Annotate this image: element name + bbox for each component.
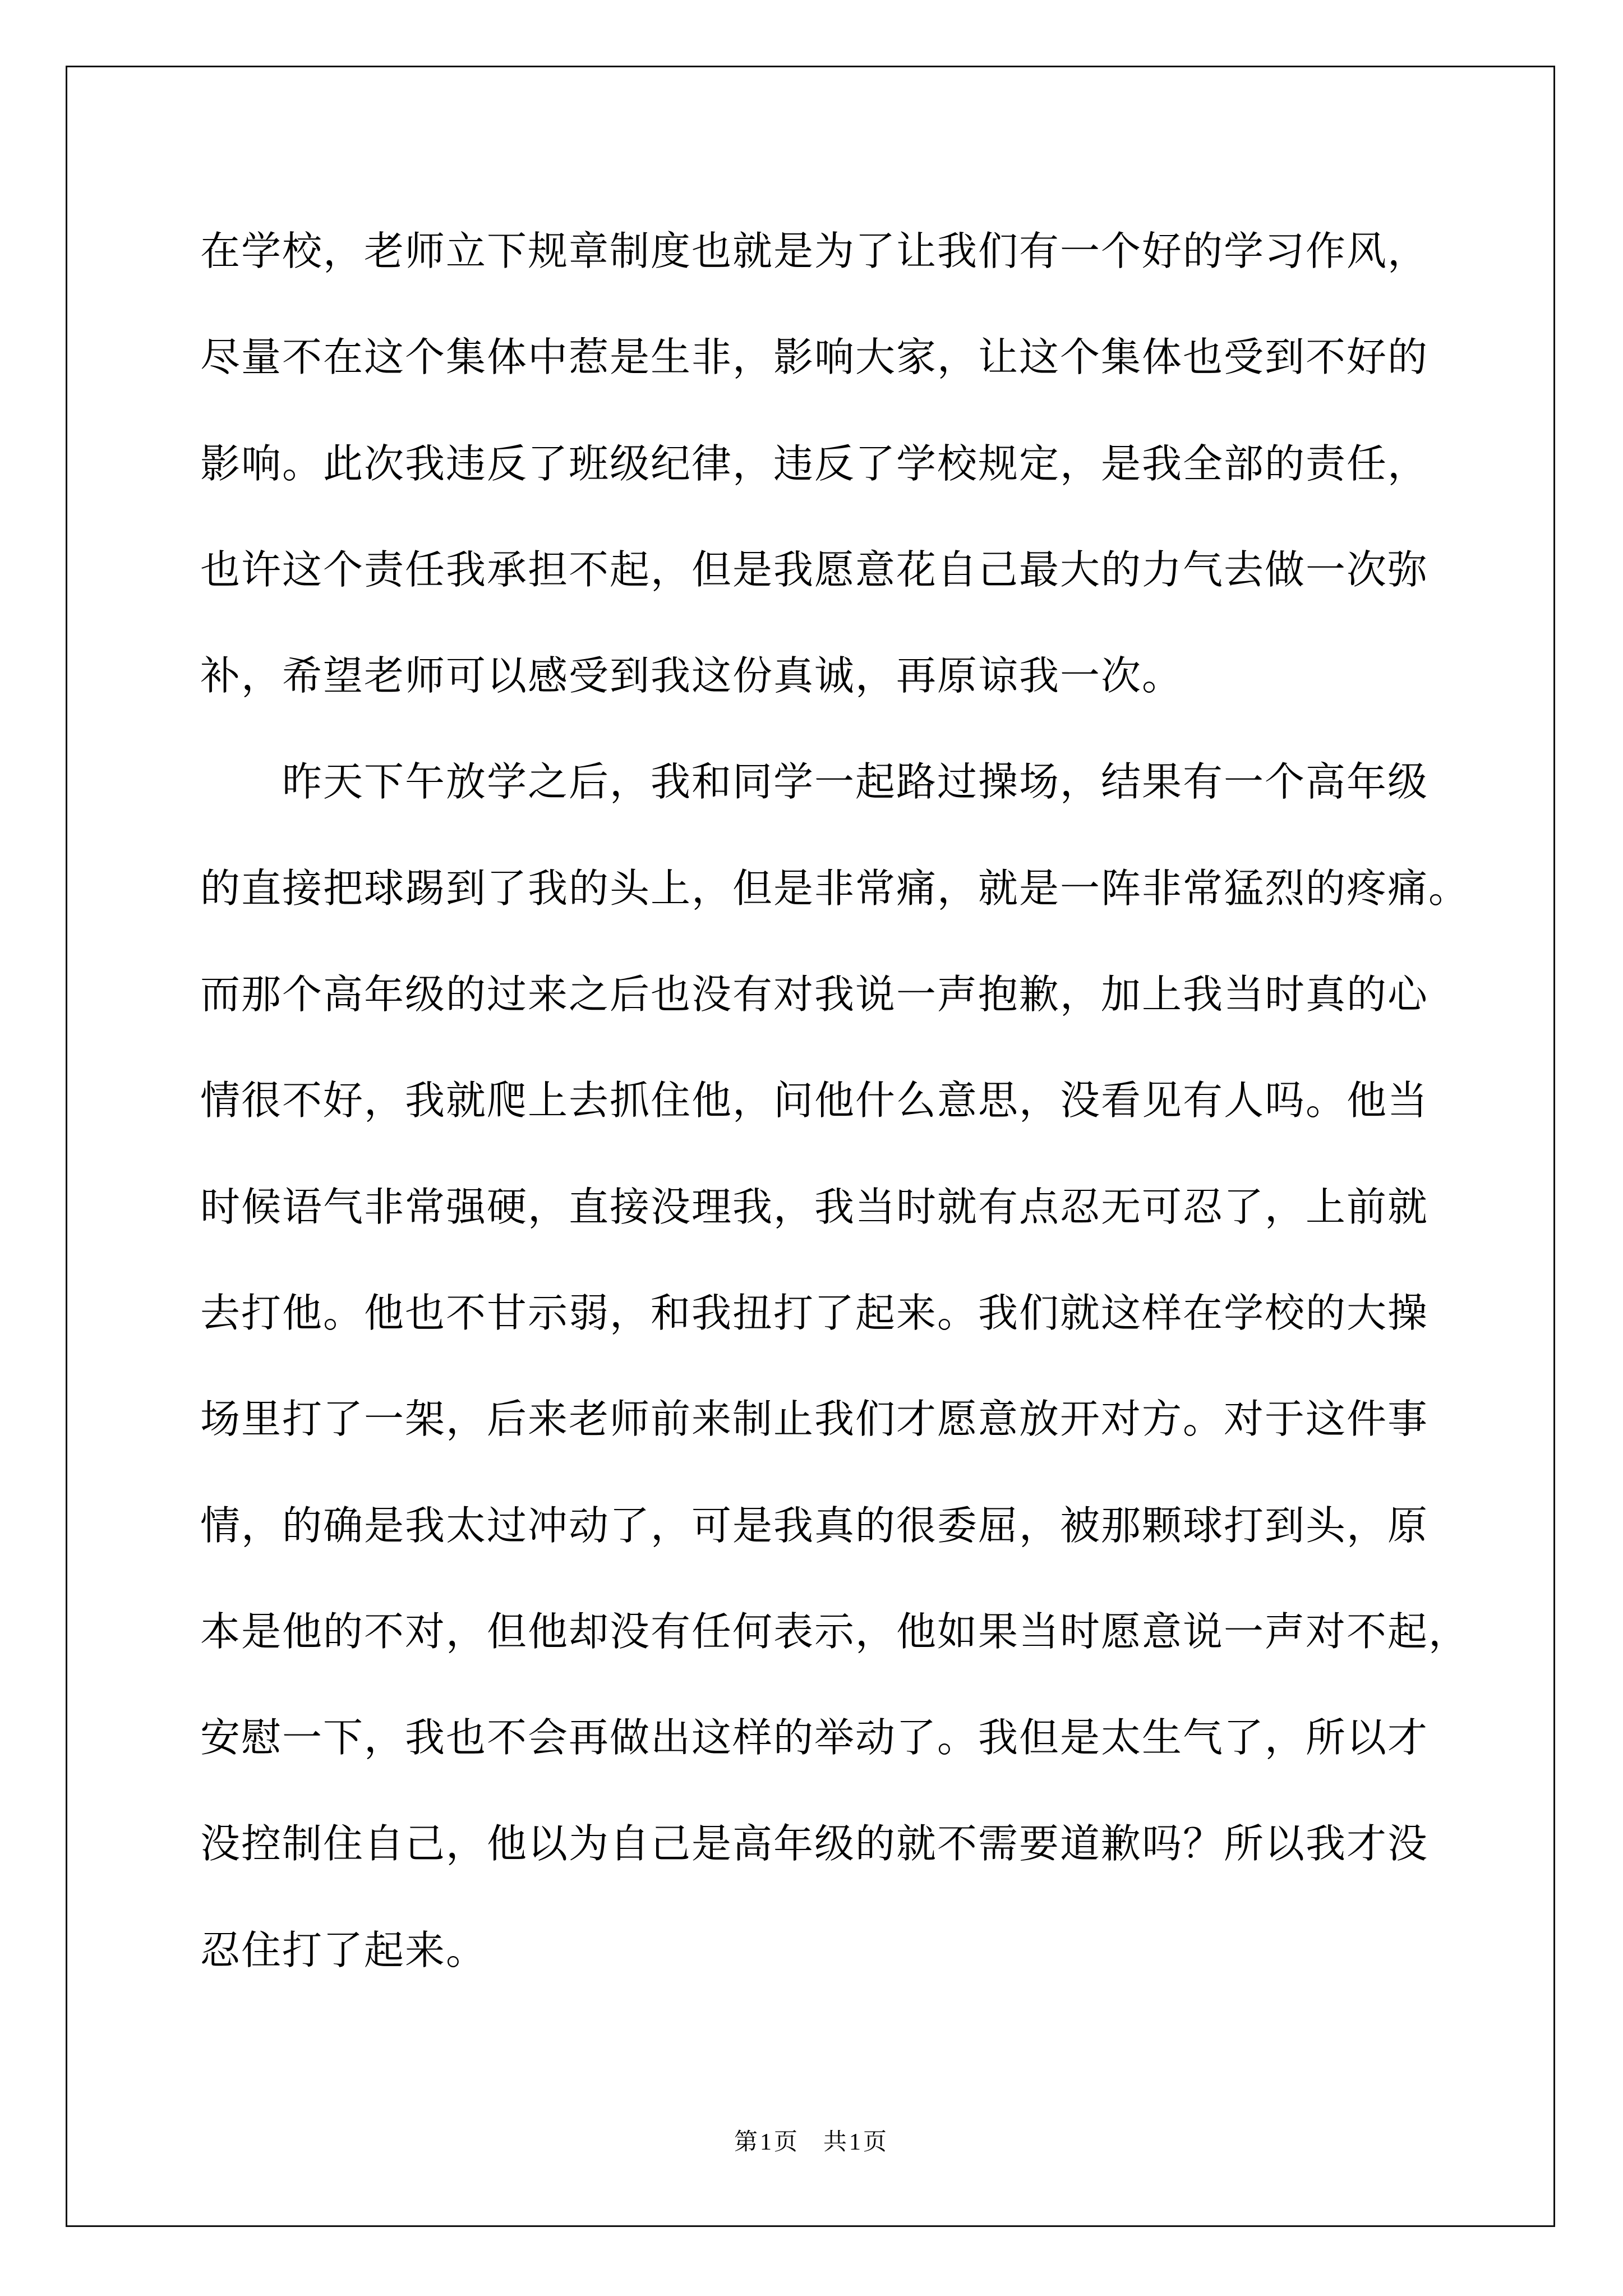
text-line: 时候语气非常强硬，直接没理我，我当时就有点忍无可忍了，上前就 [200, 1183, 1429, 1230]
paragraph-2 [200, 729, 1507, 2003]
text-line: 补，希望老师可以感受到我这份真诚，再原谅我一次。 [200, 652, 1183, 700]
page-count: 共1页 [823, 2129, 889, 2155]
document-body [200, 198, 1507, 2003]
text-line: 在学校，老师立下规章制度也就是为了让我们有一个好的学习作风， [200, 228, 1429, 274]
text-line: 场里打了一架，后来老师前来制止我们才愿意放开对方。对于这件事 [200, 1396, 1429, 1443]
text-line: 影响。此次我违反了班级纪律，违反了学校规定，是我全部的责任， [200, 440, 1429, 487]
page-footer [0, 2125, 1623, 2159]
text-line: 尽量不在这个集体中惹是生非，影响大家，让这个集体也受到不好的 [200, 334, 1429, 381]
text-line: 安慰一下，我也不会再做出这样的举动了。我但是太生气了，所以才 [200, 1714, 1429, 1761]
text-line: 去打他。他也不甘示弱，和我扭打了起来。我们就这样在学校的大操 [200, 1289, 1429, 1336]
text-line: 没控制住自己，他以为自己是高年级的就不需要道歉吗？所以我才没 [200, 1820, 1429, 1867]
text-line: 情很不好，我就爬上去抓住他，问他什么意思，没看见有人吗。他当 [200, 1077, 1429, 1124]
text-line: 忍住打了起来。 [200, 1926, 487, 1973]
text-line: 本是他的不对，但他却没有任何表示，他如果当时愿意说一声对不起， [200, 1608, 1470, 1655]
text-line: 昨天下午放学之后，我和同学一起路过操场，结果有一个高年级 [282, 758, 1429, 806]
text-line: 而那个高年级的过来之后也没有对我说一声抱歉，加上我当时真的心 [200, 971, 1429, 1018]
paragraph-1 [200, 198, 1507, 729]
text-line: 也许这个责任我承担不起，但是我愿意花自己最大的力气去做一次弥 [200, 546, 1429, 593]
text-line: 的直接把球踢到了我的头上，但是非常痛，就是一阵非常猛烈的疼痛。 [200, 864, 1470, 912]
page-number: 第1页 [734, 2129, 800, 2155]
text-line: 情，的确是我太过冲动了，可是我真的很委屈，被那颗球打到头，原 [200, 1502, 1429, 1549]
